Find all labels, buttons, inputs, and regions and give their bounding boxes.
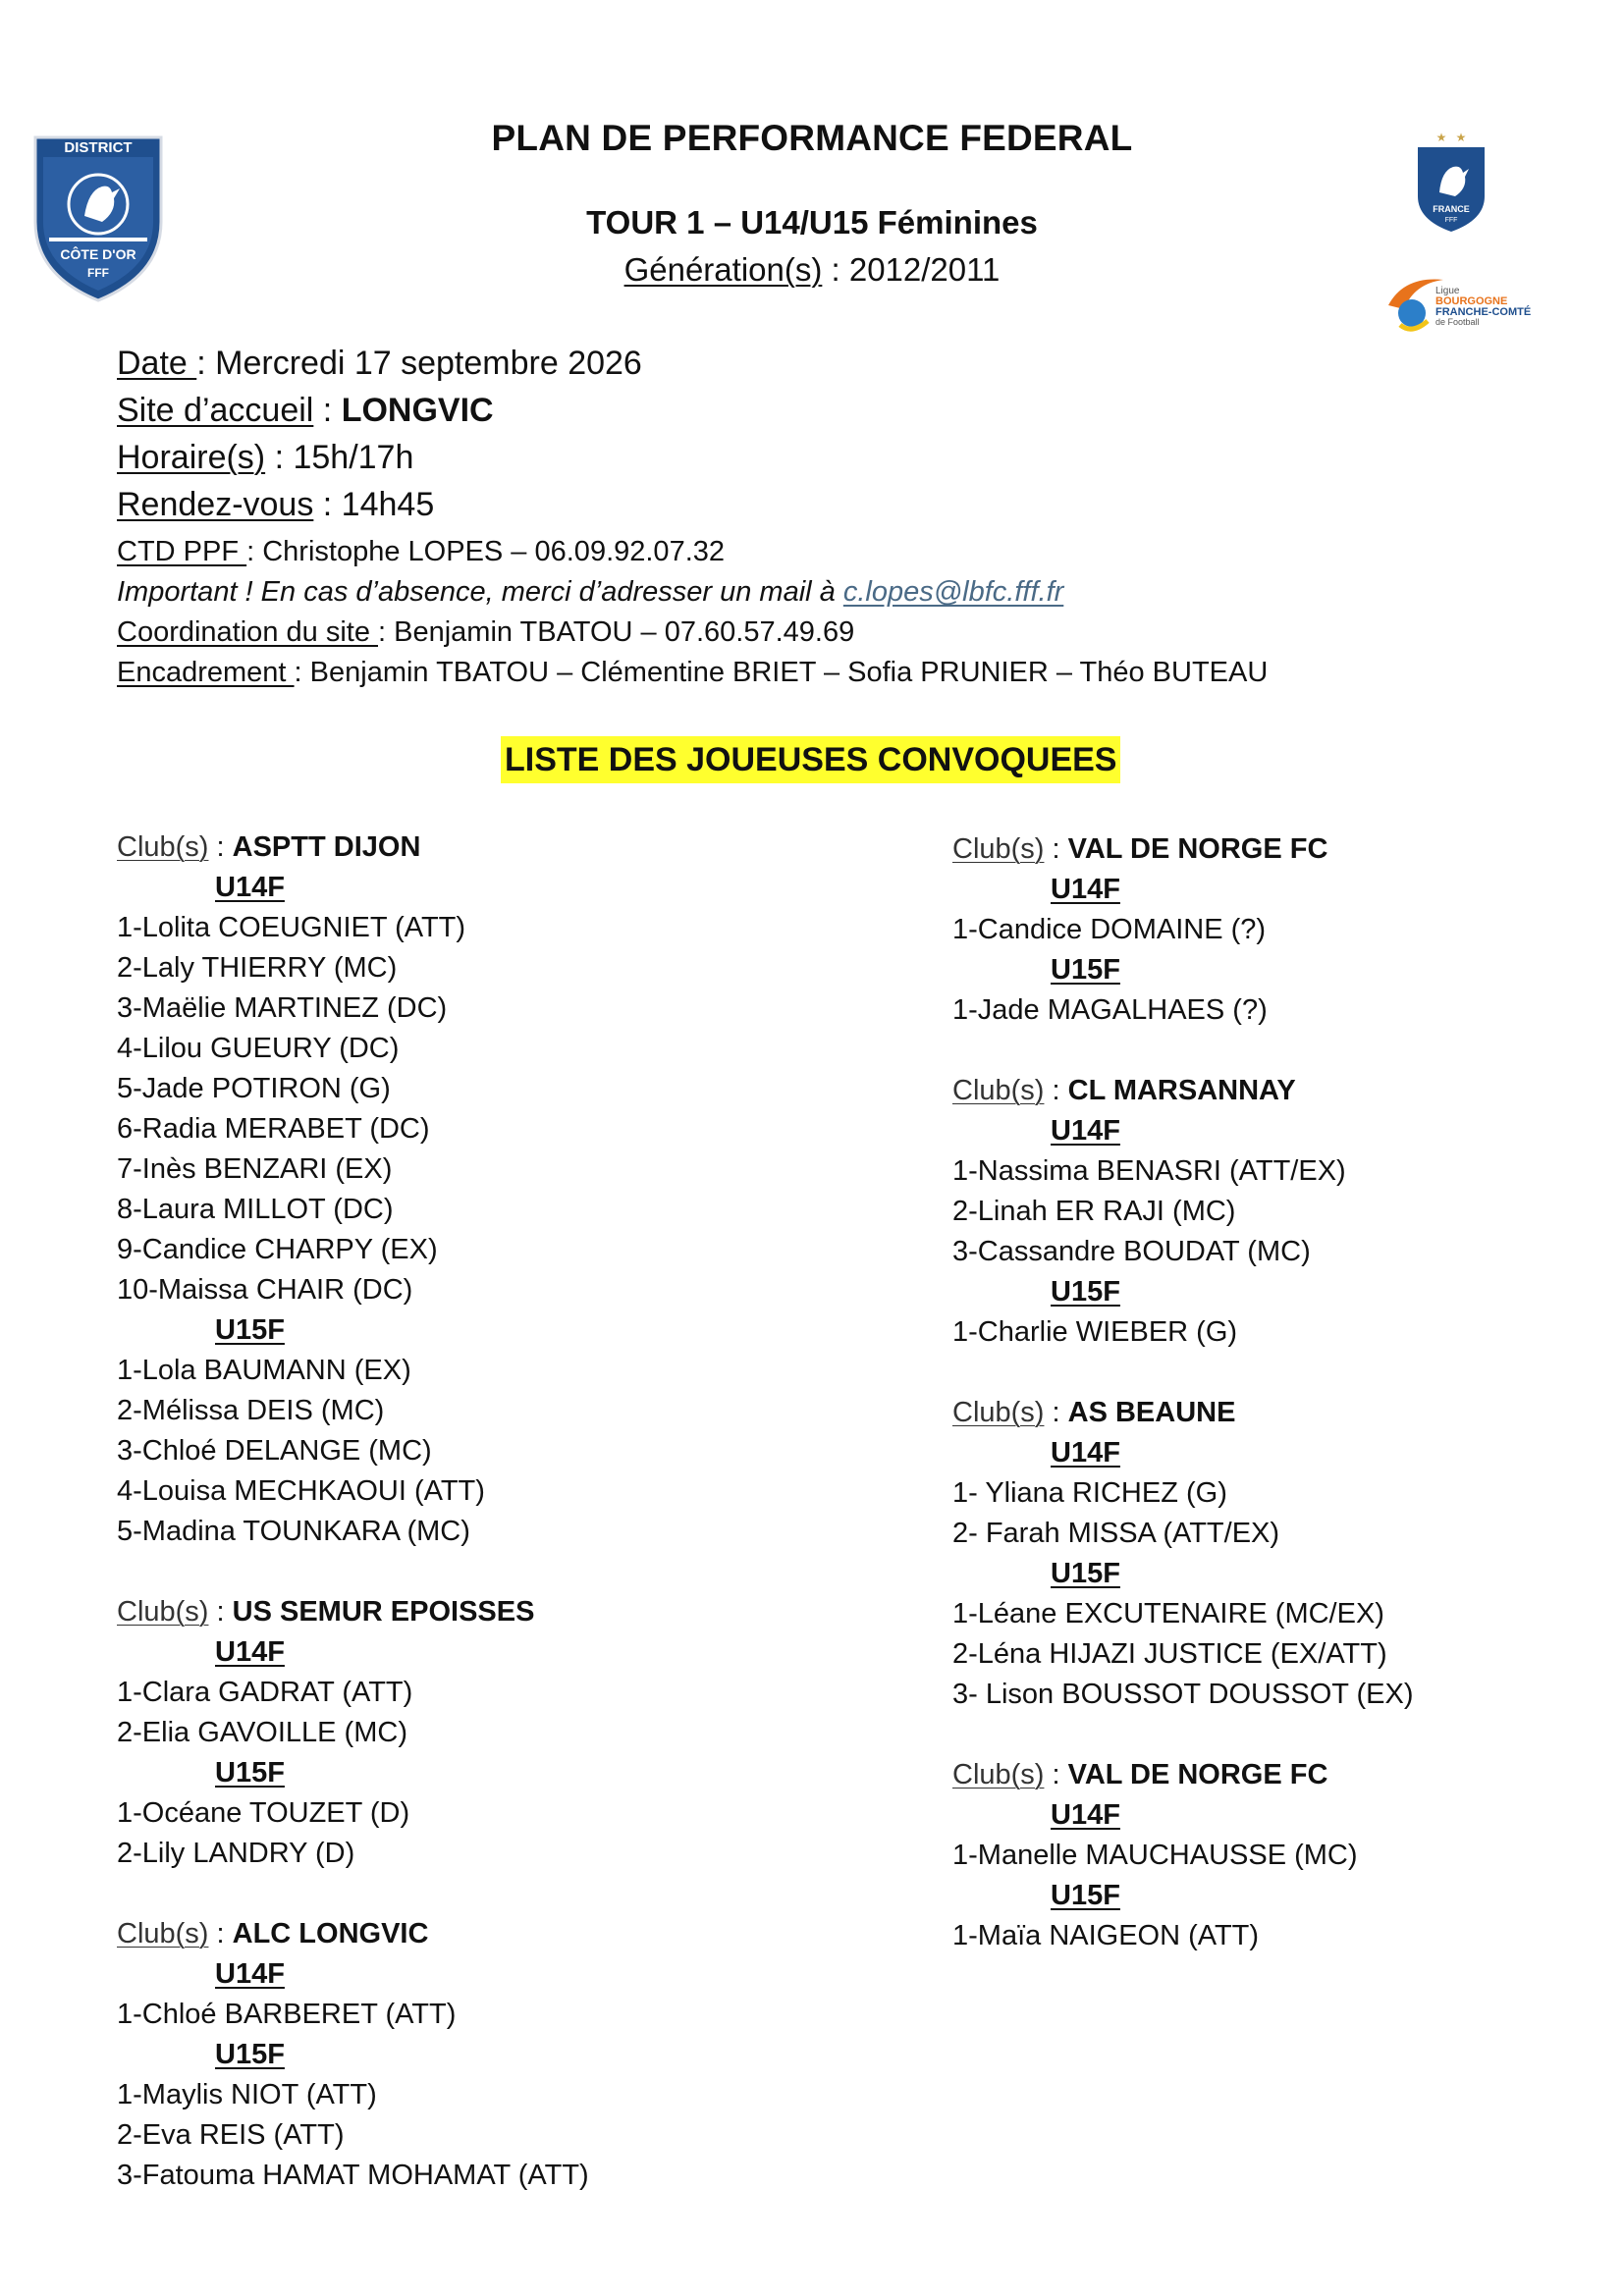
category-row — [952, 1272, 1414, 1312]
club-separator: : — [208, 1918, 233, 1949]
player-item: 4-Louisa MECHKAOUI (ATT) — [117, 1475, 485, 1507]
club-separator: : — [1044, 833, 1068, 865]
category-label: U14F — [215, 1636, 285, 1668]
player-item: 1-Océane TOUZET (D) — [117, 1797, 410, 1829]
category-label: U14F — [1051, 1115, 1120, 1147]
player-item: 3- Lison BOUSSOT DOUSSOT (EX) — [952, 1679, 1414, 1710]
encadrement-value: : Benjamin TBATOU – Clémentine BRIET – Sofia PRUNIER – Théo BUTEAU — [294, 657, 1269, 688]
page-title: PLAN DE PERFORMANCE FEDERAL — [491, 118, 1133, 158]
player-item: 8-Laura MILLOT (DC) — [117, 1194, 394, 1225]
club-label: Club(s) — [952, 833, 1045, 865]
club-label: Club(s) — [117, 831, 209, 863]
category-label: U14F — [215, 872, 285, 903]
category-row — [117, 868, 589, 908]
club-header — [952, 1071, 1414, 1111]
category-row — [952, 950, 1414, 990]
contact-email-link[interactable]: c.lopes@lbfc.fff.fr — [842, 576, 1064, 608]
players-list-title: LISTE DES JOUEUSES CONVOQUEES — [501, 736, 1120, 783]
category-label: U15F — [1051, 1276, 1120, 1308]
left-club-column — [117, 828, 589, 2196]
fff-logo-sub-text: FFF — [1444, 217, 1458, 224]
category-row — [952, 870, 1414, 910]
club-separator: : — [1044, 1075, 1068, 1106]
site-label: Site d’accueil — [117, 392, 314, 429]
generation-line — [0, 251, 1624, 289]
player-item: 1-Léane EXCUTENAIRE (MC/EX) — [952, 1598, 1384, 1629]
category-label: U15F — [1051, 1880, 1120, 1911]
player-item: 2- Farah MISSA (ATT/EX) — [952, 1518, 1280, 1549]
player-item: 3-Maëlie MARTINEZ (DC) — [117, 992, 448, 1024]
site-value: LONGVIC — [341, 392, 494, 429]
club-name: AS BEAUNE — [1067, 1397, 1236, 1428]
player-item: 2-Linah ER RAJI (MC) — [952, 1196, 1236, 1227]
club-header — [952, 1755, 1414, 1795]
club-separator: : — [1044, 1759, 1068, 1790]
district-logo-bottom-text: CÔTE D'OR — [60, 246, 136, 262]
club-name: ALC LONGVIC — [232, 1918, 429, 1949]
club-name: VAL DE NORGE FC — [1067, 833, 1328, 865]
site-line — [117, 391, 494, 430]
player-item: 1-Lola BAUMANN (EX) — [117, 1355, 411, 1386]
generation-label: Génération(s) — [623, 251, 823, 288]
club-spacer — [952, 1353, 1414, 1393]
club-separator: : — [1044, 1397, 1068, 1428]
date-value: : Mercredi 17 septembre 2026 — [196, 345, 642, 382]
player-item: 4-Lilou GUEURY (DC) — [117, 1033, 400, 1064]
player-item: 5-Jade POTIRON (G) — [117, 1073, 391, 1104]
category-row — [117, 1753, 589, 1793]
category-row — [117, 1632, 589, 1673]
category-label: U15F — [1051, 1558, 1120, 1589]
club-spacer — [117, 1874, 589, 1914]
category-row — [952, 1433, 1414, 1473]
site-sep: : — [313, 392, 342, 429]
club-header — [117, 828, 589, 868]
category-label: U14F — [1051, 1437, 1120, 1468]
player-item: 1-Charlie WIEBER (G) — [952, 1316, 1238, 1348]
important-line — [117, 575, 1063, 609]
club-header — [952, 1393, 1414, 1433]
ligue-logo-line3: FRANCHE-COMTÉ — [1435, 306, 1532, 318]
horaire-value: : 15h/17h — [265, 439, 414, 476]
club-spacer — [117, 1552, 589, 1592]
club-spacer — [952, 1031, 1414, 1071]
ctd-label: CTD PPF — [117, 536, 247, 567]
club-label: Club(s) — [952, 1397, 1045, 1428]
club-name: CL MARSANNAY — [1067, 1075, 1296, 1106]
tour-title: TOUR 1 – U14/U15 Féminines — [586, 204, 1038, 240]
category-label: U14F — [215, 1958, 285, 1990]
player-item: 2-Laly THIERRY (MC) — [117, 952, 398, 984]
club-name: VAL DE NORGE FC — [1067, 1759, 1328, 1790]
player-item: 1-Jade MAGALHAES (?) — [952, 994, 1268, 1026]
generation-value: : 2012/2011 — [822, 251, 1001, 288]
player-item: 6-Radia MERABET (DC) — [117, 1113, 430, 1145]
horaire-label: Horaire(s) — [117, 439, 266, 476]
ligue-logo-line2: BOURGOGNE — [1435, 295, 1508, 307]
rdv-line — [117, 485, 434, 524]
club-label: Club(s) — [117, 1596, 209, 1628]
svg-text:★: ★ — [1435, 131, 1447, 144]
category-row — [952, 1554, 1414, 1594]
category-row — [952, 1795, 1414, 1836]
player-item: 10-Maissa CHAIR (DC) — [117, 1274, 413, 1306]
category-label: U14F — [1051, 874, 1120, 905]
player-item: 2-Mélissa DEIS (MC) — [117, 1395, 385, 1426]
category-label: U15F — [215, 1314, 285, 1346]
important-text: Important ! En cas d’absence, merci d’adresser un mail à — [117, 576, 843, 608]
player-item: 7-Inès BENZARI (EX) — [117, 1153, 393, 1185]
ligue-logo-line4: de Football — [1435, 317, 1480, 327]
svg-text:★: ★ — [1455, 131, 1467, 144]
rdv-label: Rendez-vous — [117, 486, 314, 523]
category-label: U15F — [215, 2039, 285, 2070]
fff-logo-text: FRANCE — [1433, 204, 1470, 214]
player-item: 2-Léna HIJAZI JUSTICE (EX/ATT) — [952, 1638, 1387, 1670]
player-item: 3-Fatouma HAMAT MOHAMAT (ATT) — [117, 2160, 589, 2191]
category-row — [952, 1876, 1414, 1916]
district-logo-sub-text: FFF — [87, 266, 109, 280]
club-spacer — [952, 1715, 1414, 1755]
coordination-label: Coordination du site — [117, 616, 378, 648]
date-line — [117, 344, 642, 383]
player-item: 3-Cassandre BOUDAT (MC) — [952, 1236, 1311, 1267]
club-name: US SEMUR EPOISSES — [232, 1596, 535, 1628]
ctd-value: : Christophe LOPES – 06.09.92.07.32 — [246, 536, 726, 567]
club-name: ASPTT DIJON — [232, 831, 421, 863]
player-item: 1-Lolita COEUGNIET (ATT) — [117, 912, 466, 943]
encadrement-label: Encadrement — [117, 657, 295, 688]
district-logo-top-text: DISTRICT — [64, 139, 133, 156]
player-item: 1- Yliana RICHEZ (G) — [952, 1477, 1227, 1509]
club-header — [117, 1914, 589, 1954]
player-item: 2-Lily LANDRY (D) — [117, 1838, 355, 1869]
rdv-value: : 14h45 — [313, 486, 435, 523]
category-row — [117, 2035, 589, 2075]
club-label: Club(s) — [952, 1075, 1045, 1106]
player-item: 1-Chloé BARBERET (ATT) — [117, 1999, 457, 2030]
category-label: U15F — [1051, 954, 1120, 986]
player-item: 1-Manelle MAUCHAUSSE (MC) — [952, 1840, 1358, 1871]
category-label: U15F — [215, 1757, 285, 1789]
category-row — [952, 1111, 1414, 1151]
club-label: Club(s) — [117, 1918, 209, 1949]
right-club-column — [952, 829, 1414, 1956]
player-item: 2-Eva REIS (ATT) — [117, 2119, 345, 2151]
club-header — [117, 1592, 589, 1632]
player-item: 2-Elia GAVOILLE (MC) — [117, 1717, 407, 1748]
horaire-line — [117, 438, 413, 477]
category-label: U14F — [1051, 1799, 1120, 1831]
ligue-logo-line1: Ligue — [1435, 286, 1460, 296]
coordination-value: : Benjamin TBATOU – 07.60.57.49.69 — [378, 616, 855, 648]
player-item: 1-Candice DOMAINE (?) — [952, 914, 1267, 945]
player-item: 9-Candice CHARPY (EX) — [117, 1234, 438, 1265]
coordination-line — [117, 615, 854, 649]
player-item: 5-Madina TOUNKARA (MC) — [117, 1516, 470, 1547]
club-separator: : — [208, 1596, 233, 1628]
player-item: 1-Maylis NIOT (ATT) — [117, 2079, 377, 2110]
club-label: Club(s) — [952, 1759, 1045, 1790]
club-separator: : — [208, 831, 233, 863]
ctd-line — [117, 535, 725, 568]
player-item: 3-Chloé DELANGE (MC) — [117, 1435, 432, 1467]
player-item: 1-Maïa NAIGEON (ATT) — [952, 1920, 1260, 1951]
encadrement-line — [117, 656, 1268, 689]
player-item: 1-Nassima BENASRI (ATT/EX) — [952, 1155, 1346, 1187]
date-label: Date — [117, 345, 197, 382]
club-header — [952, 829, 1414, 870]
category-row — [117, 1310, 589, 1351]
player-item: 1-Clara GADRAT (ATT) — [117, 1677, 413, 1708]
category-row — [117, 1954, 589, 1995]
